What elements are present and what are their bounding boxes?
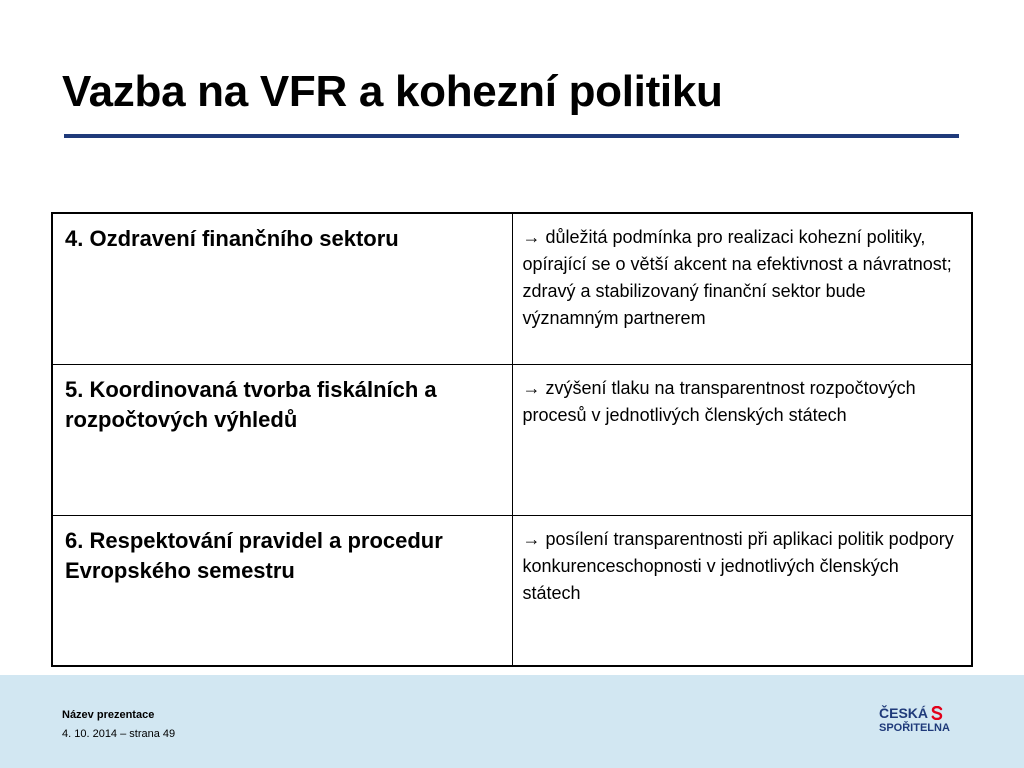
title-underline: [64, 134, 959, 138]
table-row: [52, 213, 972, 364]
date-and-page: 4. 10. 2014 – strana 49: [62, 728, 176, 740]
table-cell-topic: 6. Respektování pravidel a procedur Evropského semestru: [52, 515, 512, 666]
table-cell-description: → posílení transparentnosti při aplikaci politik podpory konkurenceschopnosti v jednotlivých členských státech: [512, 515, 972, 666]
table-cell-topic: 5. Koordinovaná tvorba fiskálních a rozpočtových výhledů: [52, 364, 512, 515]
footer-bar: [0, 675, 1024, 768]
table-row: [52, 364, 972, 515]
presentation-name: Název prezentace: [62, 709, 155, 721]
logo-text-line1: ČESKÁ: [879, 705, 929, 721]
table-row: [52, 515, 972, 666]
ceska-sporitelna-logo: [879, 706, 950, 734]
table-cell-description: → důležitá podmínka pro realizaci kohezní politiky, opírající se o větší akcent na efektivnost a návratnost; zdravý a stabilizovaný finanční sektor bude významným partnerem: [512, 213, 972, 364]
logo-s-icon: [931, 706, 943, 720]
logo-text-line2: SPOŘITELNA: [879, 722, 950, 734]
slide-title: Vazba na VFR a kohezní politiku: [62, 67, 723, 116]
content-table: [51, 212, 973, 667]
table-cell-topic: 4. Ozdravení finančního sektoru: [52, 213, 512, 364]
table-cell-description: → zvýšení tlaku na transparentnost rozpočtových procesů v jednotlivých členských státech: [512, 364, 972, 515]
